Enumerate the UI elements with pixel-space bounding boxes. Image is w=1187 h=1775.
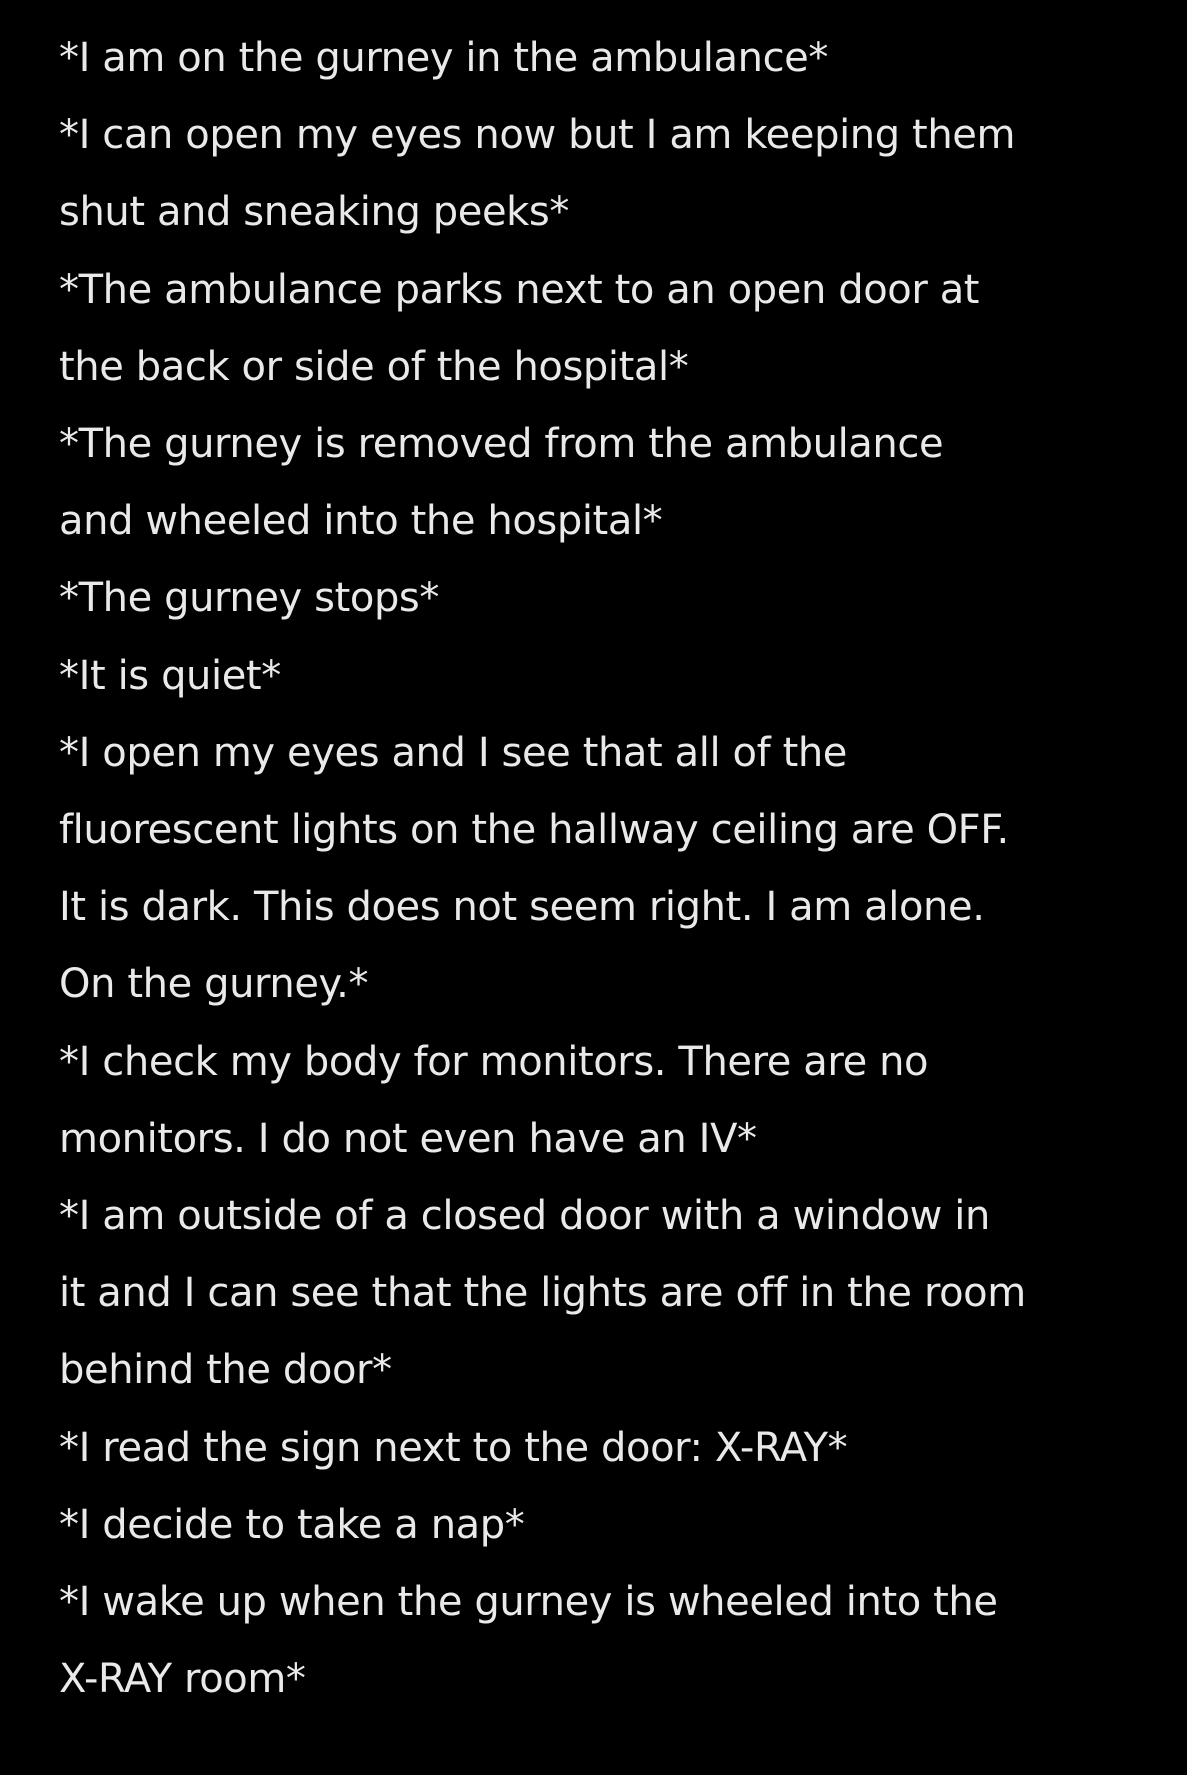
note-text-block: [59, 20, 1169, 1718]
text-line: On the gurney.*: [59, 961, 369, 1008]
text-line: *I wake up when the gurney is wheeled into the: [59, 1579, 998, 1626]
text-line: It is dark. This does not seem right. I am alone.: [59, 884, 985, 931]
text-line: X-RAY room*: [59, 1656, 306, 1703]
text-line: *I decide to take a nap*: [59, 1501, 525, 1548]
text-line: monitors. I do not even have an IV*: [59, 1115, 757, 1162]
text-line: *I open my eyes and I see that all of the: [59, 729, 848, 776]
text-line: *I read the sign next to the door: X-RAY*: [59, 1424, 848, 1471]
text-line: *I am outside of a closed door with a window in: [59, 1193, 990, 1240]
text-line: *The ambulance parks next to an open door at: [59, 266, 980, 313]
text-line: shut and sneaking peeks*: [59, 189, 569, 236]
text-line: the back or side of the hospital*: [59, 343, 689, 390]
text-line: *I am on the gurney in the ambulance*: [59, 35, 828, 81]
text-line: *I check my body for monitors. There are no: [59, 1038, 929, 1085]
text-line: it and I can see that the lights are off in the room: [59, 1270, 1026, 1317]
text-line: *The gurney stops*: [59, 575, 439, 622]
text-line: and wheeled into the hospital*: [59, 498, 663, 545]
text-line: *It is quiet*: [59, 652, 281, 699]
text-line: *I can open my eyes now but I am keeping them: [59, 112, 1016, 159]
text-line: behind the door*: [59, 1347, 392, 1394]
text-line: *The gurney is removed from the ambulance: [59, 421, 944, 468]
text-line: fluorescent lights on the hallway ceiling are OFF.: [59, 807, 1009, 854]
